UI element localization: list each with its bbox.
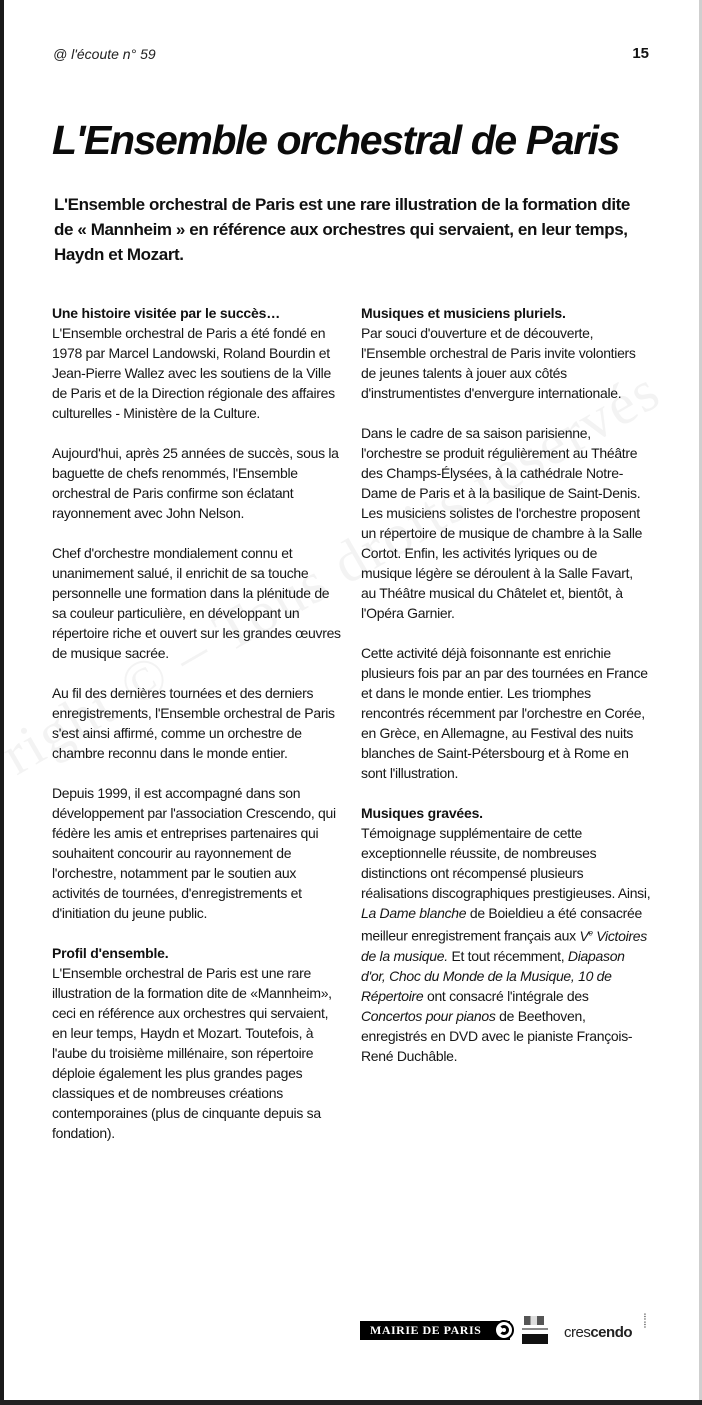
text-run: V <box>579 927 589 944</box>
dots-icon: ⁝ ⁝ <box>643 1312 647 1331</box>
logo-block <box>522 1334 548 1344</box>
article-lead: L'Ensemble orchestral de Paris est une rare illustration de la formation dite de « Mannheim » en référence aux orchestres qui servaient, en leur temps, Haydn et Mozart. <box>54 195 630 264</box>
paragraph: Par souci d'ouverture et de découverte, l'Ensemble orchestral de Paris invite volontiers de jeunes talents à jouer aux côtés d'instrumentistes d'envergure internationale. <box>361 325 636 401</box>
paragraph: Aujourd'hui, après 25 années de succès, sous la baguette de chefs renommés, l'Ensemble orchestral de Paris confirme son éclatant rayonnement avec John Nelson. <box>52 445 339 521</box>
text-run: Et tout récemment, <box>447 947 568 964</box>
paragraph: L'Ensemble orchestral de Paris a été fondé en 1978 par Marcel Landowski, Roland Bourdin et Jean-Pierre Wallez avec les soutiens de la Ville de Paris et de la Direction régionale des affaires culturelles - Ministère de la Culture. <box>52 325 335 421</box>
paragraph-recordings <box>361 823 651 1066</box>
ordinal-suffix: e <box>588 928 593 937</box>
mairie-logo-text: MAIRIE DE PARIS <box>370 1323 482 1337</box>
text-run: de Beethoven, enregistrés en DVD avec le pianiste François-René Duchâble. <box>361 1007 633 1064</box>
mairie-de-paris-logo <box>360 1321 510 1340</box>
scan-edge-bottom <box>0 1400 702 1405</box>
paragraph: Au fil des dernières tournées et des derniers enregistrements, l'Ensemble orchestral de Paris s'est ainsi affirmé, comme un orchestre de chambre reconnu dans le monde entier. <box>52 685 335 761</box>
ministry-culture-logo <box>522 1316 550 1344</box>
section-heading-profile: Profil d'ensemble. <box>52 945 169 961</box>
logo-rule <box>522 1328 548 1330</box>
award-list: Diapason d'or, Choc du Monde de la Musique, 10 de Répertoire <box>361 947 625 1004</box>
article-title: L'Ensemble orchestral de Paris <box>52 117 620 163</box>
text-run: de Boieldieu a été consacrée meilleur enregistrement français aux <box>361 905 643 944</box>
paragraph: Chef d'orchestre mondialement connu et unanimement salué, il enrichit de sa touche personnelle une formation dans la plénitude de sa couleur particulière, en développant un répertoire riche et ouvert sur les grandes œuvres de musique sacrée. <box>52 545 341 661</box>
section-heading-musicians: Musiques et musiciens pluriels. <box>361 305 566 321</box>
paragraph: Cette activité déjà foisonnante est enrichie plusieurs fois par an par des tournées en France et dans le monde entier. Les triomphes rencontrés récemment par l'orchestre en Corée, en Grèce, en Allemagne, au Festival des nuits blanches de Saint-Pétersbourg et à Rome en sont l'illustration. <box>361 645 648 781</box>
paragraph: Dans le cadre de sa saison parisienne, l'orchestre se produit régulièrement au Théâtre des Champs-Élysées, à la cathédrale Notre-Dame de Paris et à la basilique de Saint-Denis. Les musiciens solistes de l'orchestre proposent un répertoire de musique de chambre à la Salle Cortot. Enfin, les activités lyriques ou de musique légère se déroulent à la Salle Favart, au Théâtre musical du Châtelet et, bientôt, à l'Opéra Garnier. <box>361 425 643 621</box>
text-run: Victoires de la musique. <box>361 927 647 964</box>
scan-edge-left <box>0 0 4 1405</box>
flag-icon <box>524 1316 544 1325</box>
text-run: ont consacré l'intégrale des <box>423 987 589 1004</box>
text-run: Témoignage supplémentaire de cette exceptionnelle réussite, de nombreuses distinctions ont récompensé plusieurs réalisations discographiques prestigieuses. Ainsi, <box>361 825 651 901</box>
paragraph: L'Ensemble orchestral de Paris est une rare illustration de la formation dite de «Mannheim», ceci en référence aux orchestres qui servaient, en leur temps, Haydn et Mozart. Toutefois, à l'aube du troisième millénaire, son répertoire déploie également les plus grandes pages classiques et de nombreuses créations contemporaines (plus de cinquante depuis sa fondation). <box>52 965 332 1141</box>
sponsor-logos <box>360 1312 652 1348</box>
work-title: Concertos pour pianos <box>361 1007 496 1024</box>
crescendo-logo-part: cres <box>564 1324 591 1341</box>
crescendo-logo-part: cendo <box>590 1324 633 1341</box>
right-column <box>361 303 651 1086</box>
section-heading-history: Une histoire visitée par le succès… <box>52 305 280 321</box>
crescendo-logo <box>564 1312 647 1341</box>
paragraph: Depuis 1999, il est accompagné dans son développement par l'association Crescendo, qui fédère les amis et entreprises partenaires qui souhaitent concourir au rayonnement de l'orchestre, notamment par le soutien aux activités de tournées, d'enregistrements et d'initiation du jeune public. <box>52 785 336 921</box>
page-number: 15 <box>632 45 649 62</box>
mairie-emblem-icon <box>494 1320 514 1340</box>
publication-reference: @ l'écoute n° 59 <box>53 46 156 62</box>
section-heading-recordings: Musiques gravées. <box>361 805 483 821</box>
work-title: La Dame blanche <box>361 905 467 921</box>
left-column <box>52 303 342 1163</box>
